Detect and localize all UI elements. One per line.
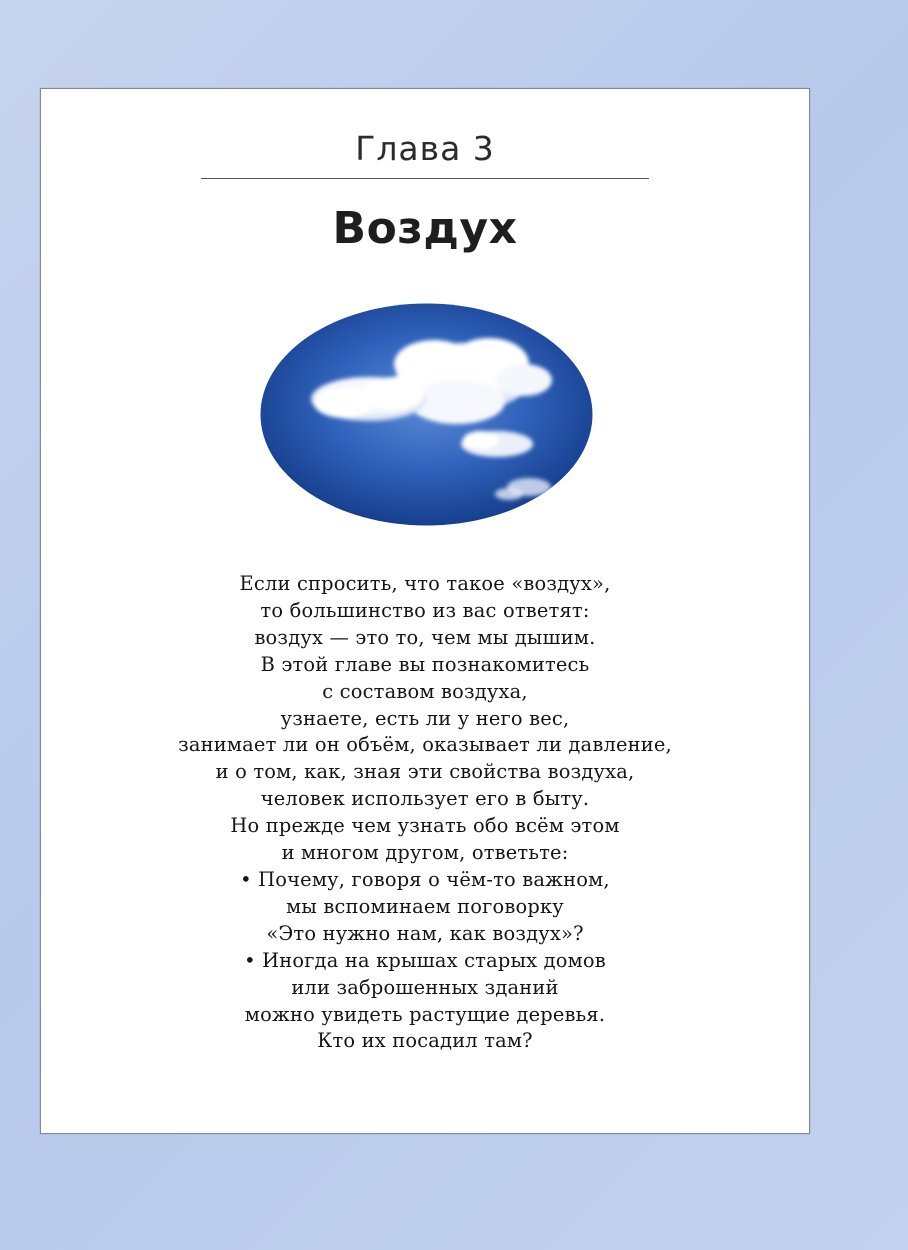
question-line: мы вспоминаем поговорку [286, 894, 564, 918]
page-frame [40, 88, 810, 1134]
question-line: можно увидеть растущие деревья. [244, 1002, 606, 1026]
cloud-sky-icon [259, 302, 594, 527]
question-line: «Это нужно нам, как воздух»? [266, 921, 584, 945]
intro-line: и многом другом, ответьте: [281, 841, 569, 865]
question-line: или заброшенных зданий [291, 975, 559, 999]
intro-line: В этой главе вы познакомитесь [260, 652, 590, 676]
question-line: Кто их посадил там? [317, 1029, 533, 1053]
intro-line: узнаете, есть ли у него вес, [280, 706, 570, 730]
intro-line: с составом воздуха, [322, 679, 528, 703]
intro-line: Но прежде чем узнать обо всём этом [230, 814, 620, 838]
intro-line: человек использует его в быту. [260, 787, 590, 811]
intro-line: и о том, как, зная эти свойства воздуха, [215, 760, 635, 784]
chapter-divider [201, 178, 649, 179]
intro-text [41, 571, 809, 1055]
question-line: • Почему, говоря о чём-то важном, [240, 867, 610, 891]
intro-line: занимает ли он объём, оказывает ли давление, [178, 733, 672, 757]
chapter-label: Глава 3 [355, 129, 495, 168]
intro-line: то большинство из вас ответят: [260, 598, 590, 622]
intro-line: воздух — это то, чем мы дышим. [254, 625, 596, 649]
chapter-title: Воздух [332, 203, 518, 254]
question-line: • Иногда на крышах старых домов [244, 948, 606, 972]
intro-line: Если спросить, что такое «воздух», [239, 572, 611, 595]
